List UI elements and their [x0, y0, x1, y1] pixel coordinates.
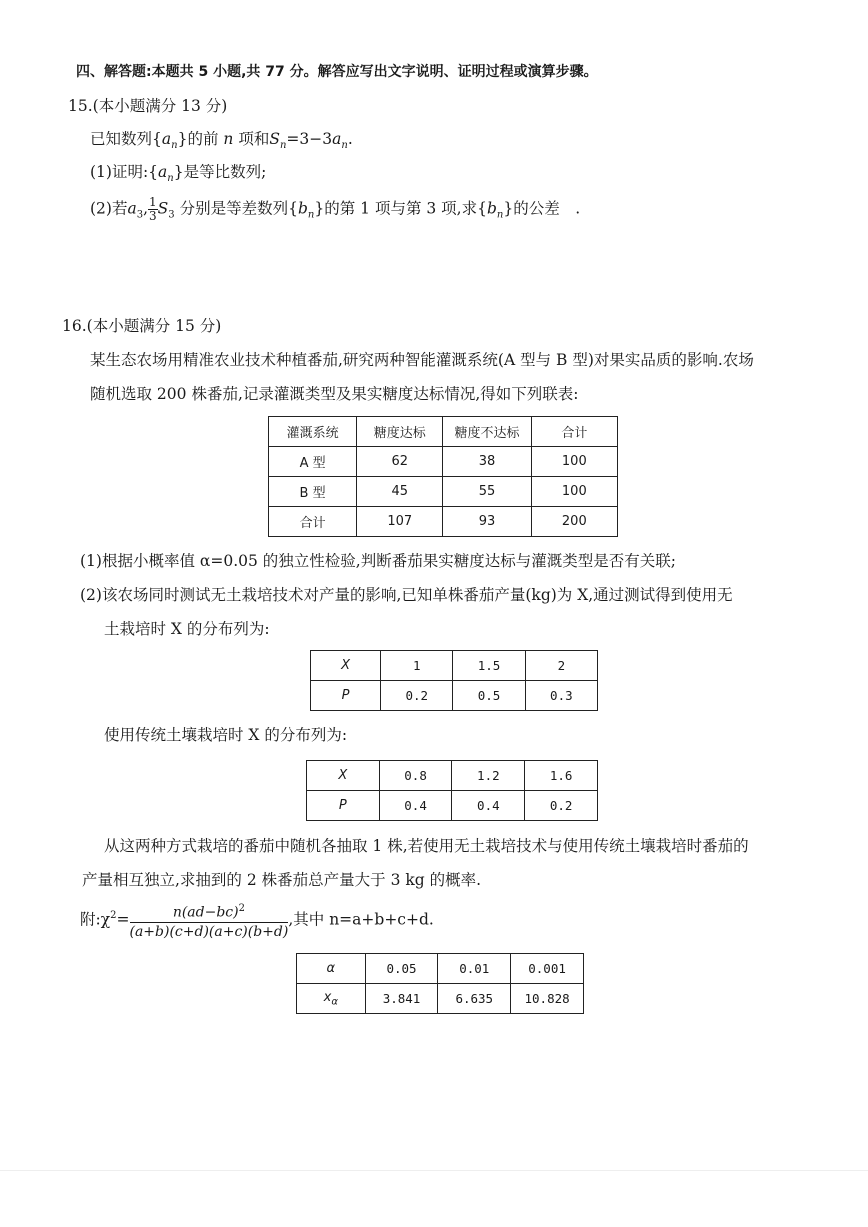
table-cell: 1.2 [452, 761, 525, 791]
table-cell: α [297, 954, 366, 984]
q15-part2: (2)若$a_3$, $\frac{1}{3}$ $S_3$ 分别是等差数列$\{b_n\}$的第 1 项与第 3 项,求$\{b_n\}$的公差 . [90, 195, 581, 223]
critical-value-table [296, 953, 584, 1014]
table-cell: 1.5 [453, 651, 525, 681]
q16-intro-line2: 随机选取 200 株番茄,记录灌溉类型及果实糖度达标情况,得如下列联表: [90, 385, 579, 403]
q15-title: 15.(本小题满分 13 分) [68, 97, 228, 115]
table-row [307, 791, 598, 821]
table-cell: 100 [531, 447, 617, 477]
table-cell: 0.05 [365, 954, 438, 984]
table-row [269, 447, 618, 477]
chi-square-formula: 附$:\chi^2=$ $\frac{n(ad-bc)^2}{(a+b)(c+d)(a+c)(b+d)}$ ,其中 n=a+b+c+d. [80, 900, 434, 941]
table-cell: B 型 [269, 477, 357, 507]
table-row [297, 984, 584, 1014]
q16-part2-line2: 土栽培时 X 的分布列为: [104, 620, 270, 638]
table-cell: 3.841 [365, 984, 438, 1014]
table-cell: X [311, 651, 381, 681]
table-cell: 10.828 [511, 984, 584, 1014]
table-cell: 合计 [269, 507, 357, 537]
page-bottom-divider [0, 1170, 868, 1171]
table-header-cell: 合计 [531, 417, 617, 447]
table-cell: X [307, 761, 380, 791]
table-cell: 1 [381, 651, 453, 681]
table-cell: P [311, 681, 381, 711]
contingency-table [268, 416, 618, 537]
table-cell: 6.635 [438, 984, 511, 1014]
table-cell: 55 [443, 477, 531, 507]
q16-part2-line1: (2)该农场同时测试无土栽培技术对产量的影响,已知单株番茄产量(kg)为 X,通过测试得到使用无 [80, 586, 733, 604]
table-cell: 0.8 [379, 761, 452, 791]
q16-intro-line1: 某生态农场用精准农业技术种植番茄,研究两种智能灌溉系统(A 型与 B 型)对果实品质的影响.农场 [90, 351, 754, 369]
table-row [311, 651, 598, 681]
table-cell: 0.2 [525, 791, 598, 821]
table-row [297, 954, 584, 984]
table-row [269, 417, 618, 447]
distribution-table-soil [306, 760, 598, 821]
q16-title: 16.(本小题满分 15 分) [62, 317, 222, 335]
q16-part1: (1)根据小概率值 α=0.05 的独立性检验,判断番茄果实糖度达标与灌溉类型是否有关联; [80, 552, 676, 570]
table-row [311, 681, 598, 711]
table-cell: 0.3 [525, 681, 597, 711]
table-row [307, 761, 598, 791]
table-cell: 0.01 [438, 954, 511, 984]
q16-dist2-label: 使用传统土壤栽培时 X 的分布列为: [104, 726, 348, 744]
table-cell: 0.4 [452, 791, 525, 821]
table-header-cell: 灌溉系统 [269, 417, 357, 447]
table-header-cell: 糖度不达标 [443, 417, 531, 447]
distribution-table-soilless [310, 650, 598, 711]
table-row [269, 507, 618, 537]
table-cell: 2 [525, 651, 597, 681]
table-cell: 93 [443, 507, 531, 537]
table-cell: 38 [443, 447, 531, 477]
table-cell: $x_\alpha$ [297, 984, 366, 1014]
table-cell: 0.5 [453, 681, 525, 711]
q15-part1: (1)证明$:\{a_n\}$是等比数列; [90, 163, 267, 185]
q15-stem: 已知数列$\{a_n\}$的前 n 项和$S_n=3-3a_n$. [90, 130, 353, 152]
table-header-cell: 糖度达标 [357, 417, 443, 447]
table-cell: P [307, 791, 380, 821]
chi-square-fraction: $\frac{n(ad-bc)^2}{(a+b)(c+d)(a+c)(b+d)}$ [130, 900, 289, 941]
table-cell: 200 [531, 507, 617, 537]
table-cell: 45 [357, 477, 443, 507]
table-cell: 1.6 [525, 761, 598, 791]
section-header: 四、解答题:本题共 5 小题,共 77 分。解答应写出文字说明、证明过程或演算步骤。 [76, 64, 598, 80]
table-cell: 107 [357, 507, 443, 537]
table-cell: 0.001 [511, 954, 584, 984]
table-cell: 0.2 [381, 681, 453, 711]
table-cell: 100 [531, 477, 617, 507]
table-cell: A 型 [269, 447, 357, 477]
table-cell: 62 [357, 447, 443, 477]
fraction-one-third: $\frac{1}{3}$ [149, 195, 157, 223]
table-cell: 0.4 [379, 791, 452, 821]
table-row [269, 477, 618, 507]
q16-part2-line4: 产量相互独立,求抽到的 2 株番茄总产量大于 3 kg 的概率. [82, 871, 482, 889]
q16-part2-line3: 从这两种方式栽培的番茄中随机各抽取 1 株,若使用无土栽培技术与使用传统土壤栽培时番茄的 [104, 837, 749, 855]
